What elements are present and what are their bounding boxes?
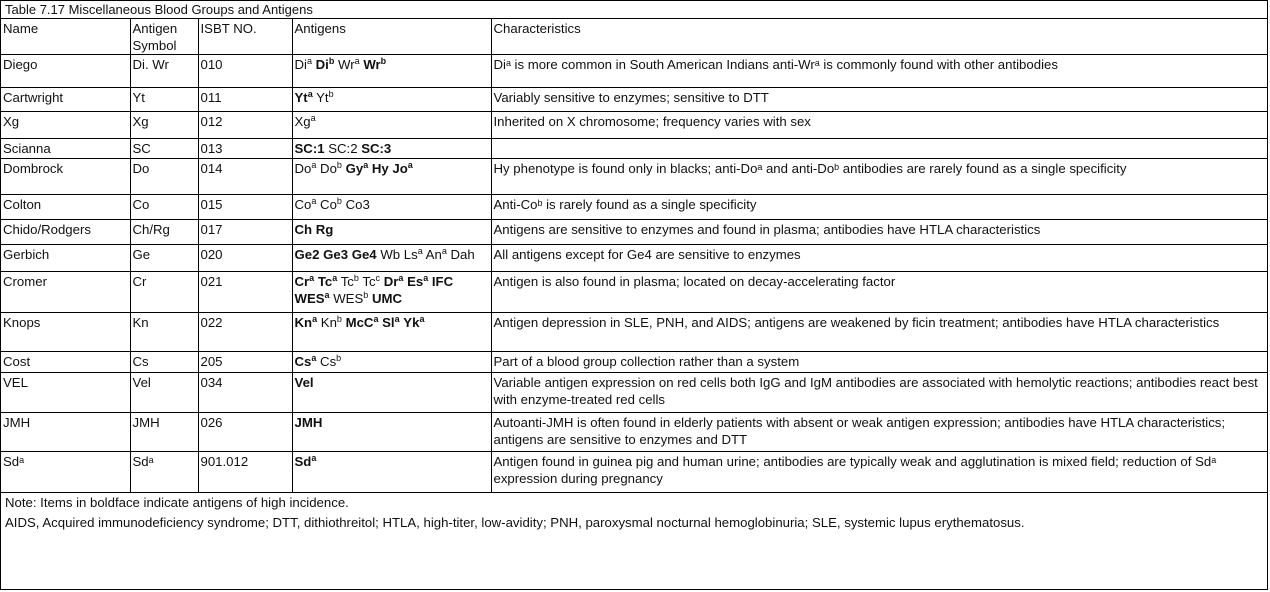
antigen-superscript: a xyxy=(407,160,413,170)
cell-name: JMH xyxy=(1,413,130,452)
antigen xyxy=(451,247,475,262)
antigen-superscript: b xyxy=(363,290,369,300)
antigen-high-incidence xyxy=(407,274,428,289)
cell-antigens xyxy=(292,159,491,195)
antigen-high-incidence xyxy=(346,315,379,330)
antigen-high-incidence xyxy=(295,454,317,469)
antigen-superscript: a xyxy=(309,273,315,283)
cell-characteristics: Variable antigen expression on red cells both IgG and IgM antibodies are associated with hemolytic reactions; antibodies react best with enzyme-treated red cells xyxy=(491,373,1267,413)
antigen-base: Gy xyxy=(345,161,364,176)
cell-antigens xyxy=(292,112,491,139)
cell-antigens xyxy=(292,195,491,220)
cell-antigen-symbol: Cr xyxy=(130,272,198,313)
cell-name: Scianna xyxy=(1,139,130,159)
antigen xyxy=(404,247,423,262)
antigen-base: Yk xyxy=(403,315,420,330)
cell-name: Colton xyxy=(1,195,130,220)
antigen-superscript: b xyxy=(328,89,334,99)
antigen-base: Wr xyxy=(338,57,355,72)
cell-antigens xyxy=(292,352,491,373)
cell-antigens xyxy=(292,139,491,159)
cell-antigens xyxy=(292,452,491,493)
antigen-superscript: a xyxy=(423,273,429,283)
cell-antigen-symbol: Co xyxy=(130,195,198,220)
cell-name: Dombrock xyxy=(1,159,130,195)
cell-isbt-no: 015 xyxy=(198,195,292,220)
cell-isbt-no: 017 xyxy=(198,220,292,245)
cell-characteristics: Inherited on X chromosome; frequency varies with sex xyxy=(491,112,1267,139)
antigen-superscript: b xyxy=(336,160,342,170)
cell-name: Cost xyxy=(1,352,130,373)
antigen xyxy=(426,247,447,262)
antigen-base: Do xyxy=(294,161,312,176)
antigen-base: SC:2 xyxy=(328,141,358,156)
antigen-high-incidence xyxy=(295,274,315,289)
cell-characteristics xyxy=(491,139,1267,159)
antigen-base: Wb xyxy=(380,247,401,262)
cell-antigen-symbol: Do xyxy=(130,159,198,195)
antigen-high-incidence xyxy=(295,291,330,306)
antigen-high-incidence xyxy=(295,141,325,156)
cell-characteristics: Antigen is also found in plasma; located on decay-accelerating factor xyxy=(491,272,1267,313)
antigen-high-incidence xyxy=(323,247,348,262)
antigen xyxy=(320,197,342,212)
table-row xyxy=(1,373,1267,413)
cell-characteristics: Antigens are sensitive to enzymes and found in plasma; antibodies have HTLA characteristics xyxy=(491,220,1267,245)
cell-characteristics: Hy phenotype is found only in blacks; anti-Doᵃ and anti-Doᵇ antibodies are rarely found as a single specificity xyxy=(491,159,1267,195)
antigen xyxy=(333,291,368,306)
antigen-high-incidence xyxy=(295,375,314,390)
antigen-high-incidence xyxy=(352,247,377,262)
antigen-base: Di xyxy=(315,57,329,72)
table-row xyxy=(1,159,1267,195)
antigen-base: Co xyxy=(294,197,312,212)
table-row xyxy=(1,220,1267,245)
antigen-high-incidence xyxy=(295,315,318,330)
antigen-high-incidence xyxy=(316,222,334,237)
antigen-base: Kn xyxy=(294,315,313,330)
antigen-base: An xyxy=(425,247,442,262)
cell-isbt-no: 022 xyxy=(198,313,292,352)
antigen-high-incidence xyxy=(346,161,369,176)
table-row xyxy=(1,413,1267,452)
column-header-isbt-no: ISBT NO. xyxy=(198,19,292,55)
antigen-high-incidence xyxy=(318,274,337,289)
cell-isbt-no: 205 xyxy=(198,352,292,373)
antigen-superscript: a xyxy=(306,56,312,66)
antigen-superscript: a xyxy=(354,56,360,66)
table-row xyxy=(1,55,1267,88)
column-header-characteristics: Characteristics xyxy=(491,19,1267,55)
antigen-base: Cr xyxy=(294,274,310,289)
antigen-base: Di xyxy=(294,57,307,72)
antigen-base: Cs xyxy=(320,354,337,369)
antigen-superscript: b xyxy=(336,353,342,363)
antigen xyxy=(328,141,357,156)
blood-groups-table xyxy=(1,19,1267,493)
table-row xyxy=(1,272,1267,313)
antigen xyxy=(321,315,342,330)
cell-antigen-symbol: JMH xyxy=(130,413,198,452)
cell-antigen-symbol: Cs xyxy=(130,352,198,373)
antigen-high-incidence xyxy=(295,415,323,430)
antigen-base: Do xyxy=(320,161,337,176)
antigen-base: Vel xyxy=(294,375,314,390)
antigen-base: UMC xyxy=(371,291,403,306)
antigen-superscript: b xyxy=(336,314,342,324)
cell-name: VEL xyxy=(1,373,130,413)
antigen-superscript: a xyxy=(311,453,317,463)
antigen-base: IFC xyxy=(431,274,454,289)
antigen-high-incidence xyxy=(384,274,404,289)
antigen xyxy=(338,57,360,72)
antigen-high-incidence xyxy=(363,57,386,72)
cell-antigen-symbol: Vel xyxy=(130,373,198,413)
antigen xyxy=(316,90,333,105)
cell-antigens xyxy=(292,55,491,88)
antigen-high-incidence xyxy=(403,315,424,330)
antigen-superscript: a xyxy=(324,290,330,300)
antigen-high-incidence xyxy=(372,161,389,176)
table-row xyxy=(1,88,1267,112)
cell-characteristics: Antigen depression in SLE, PNH, and AIDS; antigens are weakened by ficin treatment; antibodies have HTLA characteristics xyxy=(491,313,1267,352)
antigen-base: Ch xyxy=(294,222,313,237)
cell-antigens xyxy=(292,88,491,112)
antigen-superscript: a xyxy=(394,314,400,324)
cell-name: Cromer xyxy=(1,272,130,313)
cell-isbt-no: 013 xyxy=(198,139,292,159)
antigen-high-incidence xyxy=(382,315,399,330)
cell-isbt-no: 014 xyxy=(198,159,292,195)
antigen-high-incidence xyxy=(295,354,317,369)
cell-isbt-no: 021 xyxy=(198,272,292,313)
antigen-base: Wr xyxy=(363,57,381,72)
antigen-base: WES xyxy=(333,291,364,306)
antigen-superscript: a xyxy=(417,246,423,256)
antigen-superscript: a xyxy=(311,353,317,363)
antigen-base: Yt xyxy=(294,90,308,105)
table-row xyxy=(1,139,1267,159)
cell-antigen-symbol: Sdᵃ xyxy=(130,452,198,493)
antigen-base: Sd xyxy=(294,454,312,469)
cell-antigen-symbol: SC xyxy=(130,139,198,159)
cell-characteristics: Variably sensitive to enzymes; sensitive to DTT xyxy=(491,88,1267,112)
antigen xyxy=(320,161,342,176)
cell-antigens xyxy=(292,413,491,452)
cell-antigens xyxy=(292,272,491,313)
antigen-base: Kn xyxy=(320,315,337,330)
table-row xyxy=(1,313,1267,352)
cell-antigens xyxy=(292,313,491,352)
cell-name: Chido/Rodgers xyxy=(1,220,130,245)
antigen-superscript: b xyxy=(353,273,359,283)
cell-characteristics: Antigen found in guinea pig and human urine; antibodies are typically weak and agglutination is mixed field; reduction of Sdᵃ expression during pregnancy xyxy=(491,452,1267,493)
antigen-high-incidence xyxy=(295,90,313,105)
antigen-superscript: a xyxy=(332,273,338,283)
cell-name: Cartwright xyxy=(1,88,130,112)
cell-characteristics: Autoanti-JMH is often found in elderly patients with absent or weak antigen expression; antibodies have HTLA characteristics; antigens are sensitive to enzymes and DTT xyxy=(491,413,1267,452)
cell-antigen-symbol: Yt xyxy=(130,88,198,112)
cell-characteristics: All antigens except for Ge4 are sensitive to enzymes xyxy=(491,245,1267,272)
antigen-high-incidence xyxy=(295,222,313,237)
cell-isbt-no: 026 xyxy=(198,413,292,452)
cell-characteristics: Anti-Coᵇ is rarely found as a single specificity xyxy=(491,195,1267,220)
antigen-base: SC:3 xyxy=(361,141,392,156)
antigen-high-incidence xyxy=(295,247,320,262)
antigen-base: SC:1 xyxy=(294,141,325,156)
cell-name: Knops xyxy=(1,313,130,352)
antigen-superscript: b xyxy=(380,56,387,66)
antigen-superscript: b xyxy=(328,56,335,66)
antigen-base: Es xyxy=(407,274,424,289)
antigen-high-incidence xyxy=(316,57,335,72)
antigen-high-incidence xyxy=(432,274,453,289)
antigen xyxy=(295,57,312,72)
antigen-base: Jo xyxy=(392,161,408,176)
antigen-base: Tc xyxy=(362,274,376,289)
antigen-superscript: a xyxy=(363,160,369,170)
antigen-base: WES xyxy=(294,291,325,306)
cell-characteristics: Part of a blood group collection rather than a system xyxy=(491,352,1267,373)
cell-isbt-no: 010 xyxy=(198,55,292,88)
cell-antigens xyxy=(292,373,491,413)
antigen-superscript: a xyxy=(311,160,317,170)
antigen-base: Xg xyxy=(294,114,311,129)
cell-antigen-symbol: Kn xyxy=(130,313,198,352)
cell-antigen-symbol: Ch/Rg xyxy=(130,220,198,245)
cell-antigens xyxy=(292,220,491,245)
antigen-base: Co xyxy=(320,197,337,212)
cell-antigen-symbol: Xg xyxy=(130,112,198,139)
antigen-superscript: b xyxy=(336,196,342,206)
cell-name: Diego xyxy=(1,55,130,88)
antigen xyxy=(346,197,370,212)
antigen-base: McC xyxy=(345,315,374,330)
antigen-superscript: a xyxy=(441,246,447,256)
cell-name: Xg xyxy=(1,112,130,139)
cell-isbt-no: 020 xyxy=(198,245,292,272)
antigen-superscript: a xyxy=(311,196,317,206)
antigen-base: Tc xyxy=(340,274,354,289)
antigen-base: Ls xyxy=(403,247,418,262)
cell-isbt-no: 012 xyxy=(198,112,292,139)
cell-name: Sdᵃ xyxy=(1,452,130,493)
antigen-base: Dr xyxy=(383,274,399,289)
antigen-base: Sl xyxy=(382,315,395,330)
antigen-base: Co3 xyxy=(345,197,370,212)
antigen-superscript: a xyxy=(312,314,318,324)
antigen-base: Ge3 xyxy=(323,247,349,262)
table-caption: Table 7.17 Miscellaneous Blood Groups and Antigens xyxy=(1,1,1267,19)
antigen-high-incidence xyxy=(372,291,402,306)
antigen xyxy=(295,114,316,129)
antigen xyxy=(320,354,341,369)
cell-antigen-symbol: Di. Wr xyxy=(130,55,198,88)
cell-isbt-no: 034 xyxy=(198,373,292,413)
antigen-base: Dah xyxy=(450,247,475,262)
antigen-base: Ge4 xyxy=(351,247,377,262)
antigen-superscript: a xyxy=(419,314,425,324)
table-row xyxy=(1,452,1267,493)
antigen-superscript: a xyxy=(398,273,404,283)
antigen-base: Ge2 xyxy=(294,247,320,262)
antigen xyxy=(295,197,317,212)
antigen-base: JMH xyxy=(294,415,323,430)
antigen-superscript: a xyxy=(373,314,379,324)
header-row xyxy=(1,19,1267,55)
antigen-superscript: c xyxy=(375,273,381,283)
cell-name: Gerbich xyxy=(1,245,130,272)
antigen-superscript: a xyxy=(310,113,316,123)
antigen-base: Cs xyxy=(294,354,312,369)
antigen xyxy=(362,274,380,289)
note-abbreviations: AIDS, Acquired immunodeficiency syndrome; DTT, dithiothreitol; HTLA, high-titer, low-avidity; PNH, paroxysmal nocturnal hemoglobinuria; SLE, systemic lupus erythematosus. xyxy=(5,515,1025,530)
table-notes xyxy=(1,493,1267,533)
antigen xyxy=(341,274,359,289)
column-header-antigen-symbol: Antigen Symbol xyxy=(130,19,198,55)
cell-isbt-no: 011 xyxy=(198,88,292,112)
antigen-high-incidence xyxy=(361,141,391,156)
antigen-superscript: a xyxy=(307,89,313,99)
antigen-base: Yt xyxy=(316,90,329,105)
antigen-base: Hy xyxy=(371,161,389,176)
table-body xyxy=(1,55,1267,493)
table-row xyxy=(1,195,1267,220)
table-row xyxy=(1,245,1267,272)
cell-antigen-symbol: Ge xyxy=(130,245,198,272)
antigen-base: Rg xyxy=(315,222,334,237)
antigen-base: Tc xyxy=(317,274,333,289)
column-header-antigens: Antigens xyxy=(292,19,491,55)
table-row xyxy=(1,112,1267,139)
antigen-high-incidence xyxy=(392,161,412,176)
cell-characteristics: Diᵃ is more common in South American Indians anti-Wrᵃ is commonly found with other antibodies xyxy=(491,55,1267,88)
cell-isbt-no: 901.012 xyxy=(198,452,292,493)
cell-antigens xyxy=(292,245,491,272)
note-boldface: Note: Items in boldface indicate antigens of high incidence. xyxy=(5,495,349,510)
antigen xyxy=(380,247,400,262)
table-row xyxy=(1,352,1267,373)
column-header-name: Name xyxy=(1,19,130,55)
antigen xyxy=(295,161,317,176)
